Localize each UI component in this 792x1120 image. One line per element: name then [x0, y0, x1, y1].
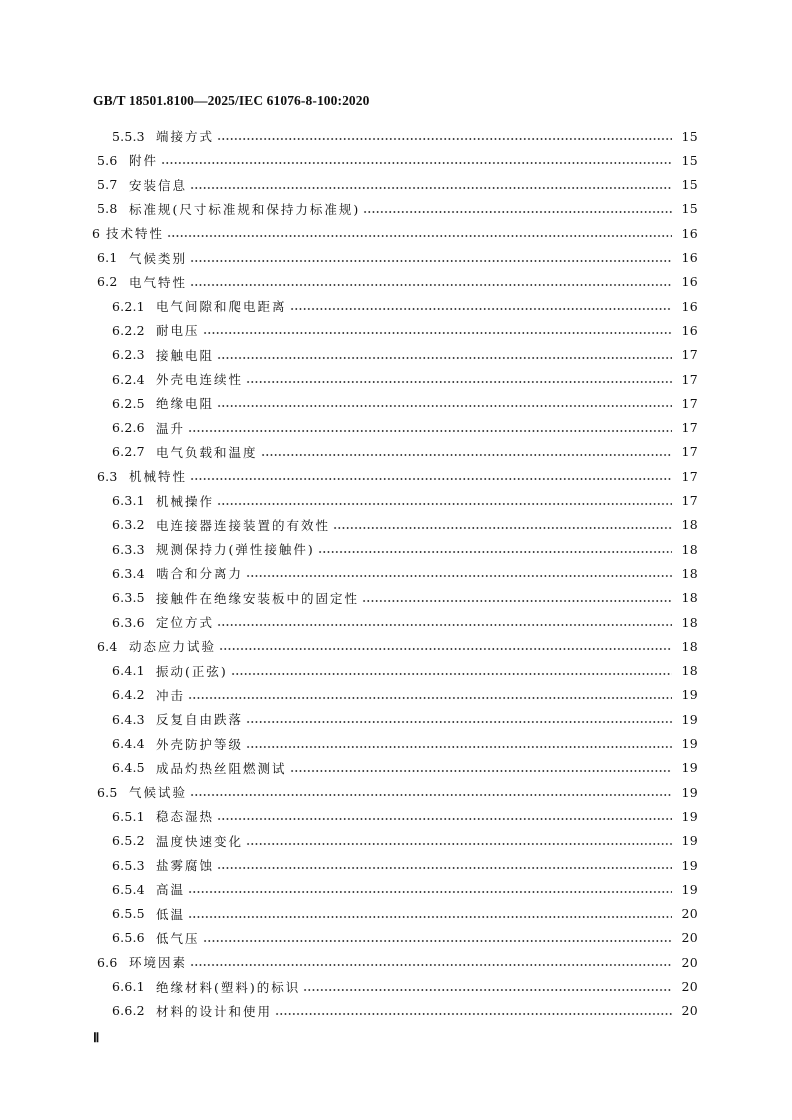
toc-entry-title: 反复自由跌落 — [156, 712, 244, 728]
toc-entry-number: 6.5.1 — [112, 808, 145, 824]
toc-entry-number: 6.4.5 — [112, 760, 145, 776]
toc-entry-page: 20 — [681, 954, 698, 970]
toc-entry-page: 19 — [681, 833, 698, 849]
toc-entry-title: 动态应力试验 — [129, 639, 217, 655]
toc-leader-dots — [188, 430, 672, 432]
toc-leader-dots — [318, 551, 672, 553]
toc-entry-title: 接触电阻 — [156, 347, 215, 363]
toc-entry-title: 规测保持力(弹性接触件) — [156, 542, 315, 558]
toc-entry-number: 6.2.5 — [112, 395, 145, 411]
toc-entry-title: 啮合和分离力 — [156, 566, 244, 582]
toc-entry-number: 6.6 — [97, 954, 118, 970]
toc-entry-number: 6.1 — [97, 250, 118, 265]
toc-entry[interactable] — [112, 561, 698, 585]
toc-entry-page: 17 — [681, 395, 698, 411]
toc-entry-number: 6.3.6 — [112, 614, 145, 630]
toc-entry[interactable] — [97, 197, 698, 221]
toc-entry-title: 电气间隙和爬电距离 — [156, 299, 287, 315]
toc-entry-title: 环境因素 — [129, 955, 188, 971]
toc-entry-title: 盐雾腐蚀 — [156, 858, 215, 873]
toc-entry-page: 18 — [681, 565, 698, 581]
toc-entry-page: 18 — [681, 590, 698, 606]
toc-entry-number: 6.2.4 — [112, 371, 145, 387]
toc-entry-title: 高温 — [156, 882, 186, 898]
toc-entry[interactable] — [112, 416, 698, 440]
toc-leader-dots — [246, 746, 672, 748]
toc-leader-dots — [190, 284, 672, 286]
toc-leader-dots — [217, 818, 672, 820]
toc-entry-title: 气候类别 — [129, 250, 188, 266]
toc-entry-number: 6.3 — [97, 468, 118, 484]
toc-entry-title: 冲击 — [156, 687, 186, 703]
toc-entry-number: 6.3.2 — [112, 517, 145, 533]
toc-leader-dots — [363, 211, 672, 213]
toc-entry-title: 标准规(尺寸标准规和保持力标准规) — [129, 201, 361, 217]
toc-entry[interactable] — [112, 610, 698, 634]
toc-entry-number: 6.5 — [97, 784, 118, 800]
toc-entry-number: 6.5.4 — [112, 881, 145, 897]
toc-entry-number: 6.2 — [97, 274, 118, 290]
toc-entry-page: 20 — [681, 979, 698, 994]
toc-leader-dots — [217, 138, 672, 140]
toc-leader-dots — [217, 405, 672, 407]
toc-leader-dots — [303, 989, 672, 991]
toc-entry-number: 6 — [92, 225, 101, 241]
toc-entry-number: 6.2.1 — [112, 298, 145, 314]
toc-leader-dots — [246, 721, 672, 723]
toc-entry-number: 6.4.4 — [112, 736, 145, 751]
toc-entry[interactable] — [112, 659, 698, 683]
toc-entry-title: 安装信息 — [129, 177, 188, 193]
toc-leader-dots — [246, 843, 672, 845]
toc-leader-dots — [231, 673, 672, 675]
toc-entry[interactable] — [112, 294, 698, 318]
toc-leader-dots — [188, 697, 672, 699]
toc-entry-number: 6.3.1 — [112, 493, 145, 508]
toc-entry[interactable] — [112, 732, 698, 756]
toc-entry[interactable] — [97, 950, 698, 974]
toc-entry-number: 5.5.3 — [112, 128, 145, 144]
toc-entry-title: 端接方式 — [156, 129, 215, 144]
toc-leader-dots — [275, 1013, 672, 1015]
toc-entry[interactable] — [112, 537, 698, 561]
toc-entry-title: 气候试验 — [129, 785, 188, 801]
toc-entry-title: 外壳电连续性 — [156, 372, 244, 387]
toc-leader-dots — [217, 503, 672, 505]
toc-leader-dots — [217, 357, 672, 359]
toc-entry-title: 低温 — [156, 906, 186, 922]
toc-entry[interactable] — [112, 367, 698, 391]
toc-leader-dots — [217, 624, 672, 626]
toc-entry-page: 17 — [681, 493, 698, 508]
toc-entry-page: 15 — [681, 201, 698, 217]
toc-entry[interactable] — [112, 318, 698, 342]
toc-entry-number: 5.7 — [97, 177, 118, 193]
toc-entry[interactable] — [97, 173, 698, 197]
toc-entry-page: 18 — [681, 638, 698, 654]
toc-entry-page: 19 — [681, 760, 698, 776]
page-number: Ⅱ — [93, 1030, 100, 1045]
toc-entry-title: 温升 — [156, 420, 186, 436]
toc-entry-number: 6.4 — [97, 638, 118, 654]
toc-entry[interactable] — [112, 440, 698, 464]
toc-entry-title: 机械操作 — [156, 493, 215, 509]
toc-entry-page: 19 — [681, 711, 698, 727]
toc-entry-number: 6.3.5 — [112, 590, 145, 606]
toc-entry-page: 18 — [681, 541, 698, 557]
toc-entry-page: 20 — [681, 906, 698, 922]
toc-entry-page: 17 — [681, 371, 698, 387]
toc-entry[interactable] — [112, 853, 698, 877]
toc-entry[interactable] — [92, 221, 698, 245]
toc-entry-title: 成品灼热丝阻燃测试 — [156, 760, 287, 776]
toc-entry[interactable] — [97, 270, 698, 294]
toc-leader-dots — [217, 867, 672, 869]
toc-entry-page: 20 — [681, 1003, 698, 1019]
toc-entry[interactable] — [112, 926, 698, 950]
toc-entry-title: 机械特性 — [129, 469, 188, 485]
toc-entry-page: 19 — [681, 784, 698, 800]
toc-entry[interactable] — [97, 148, 698, 172]
toc-entry-title: 附件 — [129, 153, 159, 169]
toc-entry-page: 16 — [681, 322, 698, 338]
toc-entry[interactable] — [112, 513, 698, 537]
toc-leader-dots — [188, 916, 672, 918]
toc-entry-number: 6.2.7 — [112, 444, 145, 460]
toc-entry[interactable] — [97, 634, 698, 658]
toc-entry[interactable] — [97, 780, 698, 804]
toc-entry-page: 19 — [681, 808, 698, 824]
toc-leader-dots — [203, 940, 672, 942]
toc-entry[interactable] — [112, 489, 698, 513]
toc-entry-title: 材料的设计和使用 — [156, 1003, 273, 1019]
toc-leader-dots — [246, 381, 672, 383]
toc-entry-title: 振动(正弦) — [156, 663, 228, 679]
toc-entry-title: 定位方式 — [156, 615, 215, 630]
toc-entry-number: 6.3.3 — [112, 541, 145, 557]
toc-entry-number: 6.2.6 — [112, 420, 145, 436]
toc-entry[interactable] — [97, 246, 698, 270]
toc-entry[interactable] — [112, 391, 698, 415]
toc-entry-number: 6.4.2 — [112, 687, 145, 703]
toc-entry-number: 6.5.5 — [112, 906, 145, 922]
toc-entry-page: 15 — [681, 128, 698, 144]
toc-entry-title: 电连接器连接装置的有效性 — [156, 517, 331, 533]
toc-entry[interactable] — [112, 586, 698, 610]
toc-leader-dots — [190, 794, 672, 796]
toc-entry-page: 19 — [681, 736, 698, 751]
toc-entry-title: 温度快速变化 — [156, 833, 244, 849]
toc-entry[interactable] — [112, 707, 698, 731]
toc-entry-number: 6.4.3 — [112, 711, 145, 727]
toc-entry-title: 电气负载和温度 — [156, 444, 258, 460]
toc-entry[interactable] — [112, 999, 698, 1023]
toc-leader-dots — [190, 964, 672, 966]
toc-entry[interactable] — [112, 975, 698, 999]
toc-leader-dots — [362, 600, 672, 602]
toc-leader-dots — [333, 527, 672, 529]
toc-entry-page: 16 — [681, 250, 698, 265]
toc-leader-dots — [167, 235, 672, 237]
toc-entry-number: 5.6 — [97, 152, 118, 168]
toc-entry-number: 6.6.1 — [112, 979, 145, 994]
toc-entry-number: 6.2.2 — [112, 322, 145, 338]
toc-entry-title: 外壳防护等级 — [156, 736, 244, 752]
toc-entry-number: 5.8 — [97, 201, 118, 217]
toc-entry-title: 电气特性 — [129, 274, 188, 290]
toc-entry-page: 20 — [681, 930, 698, 946]
toc-leader-dots — [246, 575, 672, 577]
toc-entry-title: 稳态湿热 — [156, 809, 215, 825]
toc-entry-number: 6.4.1 — [112, 663, 145, 679]
toc-entry-title: 绝缘电阻 — [156, 396, 215, 412]
toc-entry-number: 6.5.2 — [112, 833, 145, 849]
toc-entry-page: 16 — [681, 298, 698, 314]
toc-leader-dots — [161, 162, 672, 164]
toc-entry[interactable] — [112, 804, 698, 828]
toc-entry-title: 绝缘材料(塑料)的标识 — [156, 979, 301, 995]
toc-entry-number: 6.6.2 — [112, 1003, 145, 1019]
toc-entry-page: 19 — [681, 857, 698, 873]
toc-entry[interactable] — [112, 756, 698, 780]
toc-entry-number: 6.5.3 — [112, 857, 145, 873]
toc-entry-number: 6.2.3 — [112, 347, 145, 363]
toc-entry-title: 耐电压 — [156, 323, 200, 339]
toc-entry-page: 18 — [681, 663, 698, 679]
toc-leader-dots — [203, 332, 672, 334]
toc-entry[interactable] — [112, 683, 698, 707]
toc-leader-dots — [290, 308, 672, 310]
toc-leader-dots — [190, 260, 672, 262]
toc-entry-page: 17 — [681, 444, 698, 460]
toc-leader-dots — [190, 187, 672, 189]
toc-entry-title: 接触件在绝缘安装板中的固定性 — [156, 590, 360, 606]
toc-leader-dots — [290, 770, 672, 772]
toc-entry[interactable] — [97, 464, 698, 488]
toc-entry-title: 技术特性 — [106, 226, 165, 242]
toc-leader-dots — [190, 478, 672, 480]
document-header: GB/T 18501.8100—2025/IEC 61076-8-100:2020 — [93, 93, 370, 108]
toc-entry-number: 6.3.4 — [112, 565, 145, 581]
toc-entry-page: 15 — [681, 152, 698, 168]
toc-entry-title: 低气压 — [156, 930, 200, 946]
toc-entry[interactable] — [112, 877, 698, 901]
toc-leader-dots — [188, 891, 672, 893]
toc-entry-page: 19 — [681, 687, 698, 703]
toc-entry-page: 17 — [681, 468, 698, 484]
toc-entry-page: 16 — [681, 225, 698, 241]
toc-entry-page: 15 — [681, 177, 698, 193]
toc-entry[interactable] — [112, 124, 698, 148]
toc-leader-dots — [219, 648, 672, 650]
toc-entry-page: 17 — [681, 420, 698, 436]
toc-entry-page: 17 — [681, 347, 698, 363]
toc-entry-page: 18 — [681, 517, 698, 533]
toc-entry-page: 19 — [681, 881, 698, 897]
toc-entry[interactable] — [112, 829, 698, 853]
toc-entry-page: 18 — [681, 614, 698, 630]
toc-entry-number: 6.5.6 — [112, 930, 145, 946]
toc-entry-page: 16 — [681, 274, 698, 290]
toc-entry[interactable] — [112, 343, 698, 367]
toc-entry[interactable] — [112, 902, 698, 926]
toc-leader-dots — [261, 454, 672, 456]
